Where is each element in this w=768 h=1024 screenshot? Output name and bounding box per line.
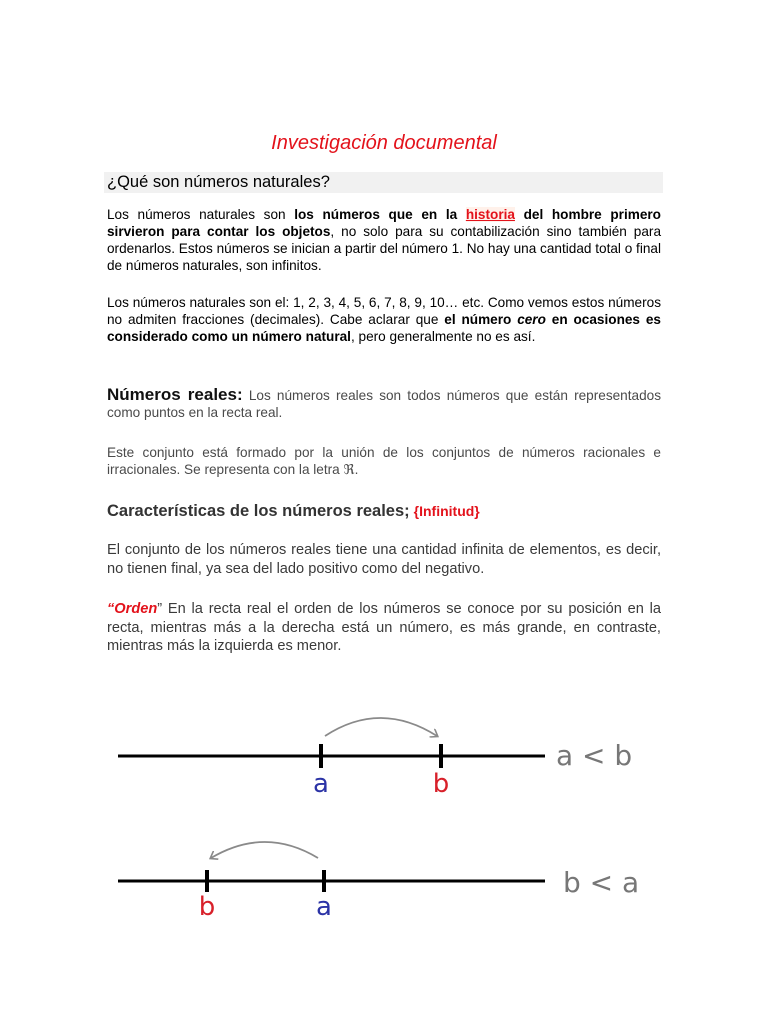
text-run: ” <box>157 601 163 617</box>
bold-run: en ocasiones es considerado como un número natural <box>107 312 661 344</box>
natural-numbers-heading: ¿Qué son números naturales? <box>104 172 663 193</box>
point-b-label: b <box>198 892 216 922</box>
text-run: Los números naturales son <box>107 207 295 222</box>
orden-label: “Orden <box>107 601 158 617</box>
left-arrow-icon <box>211 842 318 858</box>
point-a-label: a <box>316 892 332 922</box>
page-title: Investigación documental <box>271 132 497 154</box>
text-run: , pero generalmente no es así. <box>350 329 536 344</box>
real-numbers-heading: Números reales: <box>107 385 243 404</box>
real-numbers-set-paragraph: Este conjunto está formado por la unión de los conjuntos de números racionales e irracionales. Se representa con la letra ℜ. <box>107 445 661 477</box>
bold-italic-run: cero <box>517 312 546 327</box>
text-run: Los números naturales son el: 1, 2, 3, 4, 5, 6, 7, 8, 9, 10… etc. Como vemos estos números no admiten fracciones (decimales). Cabe aclarar que <box>107 295 661 327</box>
point-b-label: b <box>432 769 450 799</box>
characteristics-heading-text: Características de los números reales; <box>107 502 410 520</box>
bold-run: los números que en la <box>294 207 466 222</box>
number-line-2 <box>118 842 639 922</box>
right-arrow-icon <box>325 718 437 736</box>
point-a-label: a <box>313 769 329 799</box>
relation-label: b < a <box>563 866 640 899</box>
bold-run: el número <box>444 312 518 327</box>
relation-label: a < b <box>556 739 633 772</box>
bold-run: del hombre primero sirvieron para contar los objetos <box>107 207 661 239</box>
text-run: En la recta real el orden de los números se conoce por su posición en la recta, mientras más a la derecha está un número, es más grande, en contraste, mientras más la izquierda es menor. <box>107 601 661 654</box>
text-run: , no solo para su contabilización sino también para ordenarlos. Estos números se inician a partir del número 1. No hay una cantidad total o final de números naturales, son infinitos. <box>107 224 662 273</box>
number-line-1 <box>118 718 632 799</box>
historia-link[interactable]: historia <box>465 207 515 222</box>
text-run: Los números reales son todos números que están representados como puntos en la recta real. <box>107 388 661 420</box>
infinitud-tag: {Infinitud} <box>413 503 480 519</box>
infinity-paragraph: El conjunto de los números reales tiene una cantidad infinita de elementos, es decir, no tienen final, ya sea del lado positivo como del negativo. <box>107 542 661 577</box>
